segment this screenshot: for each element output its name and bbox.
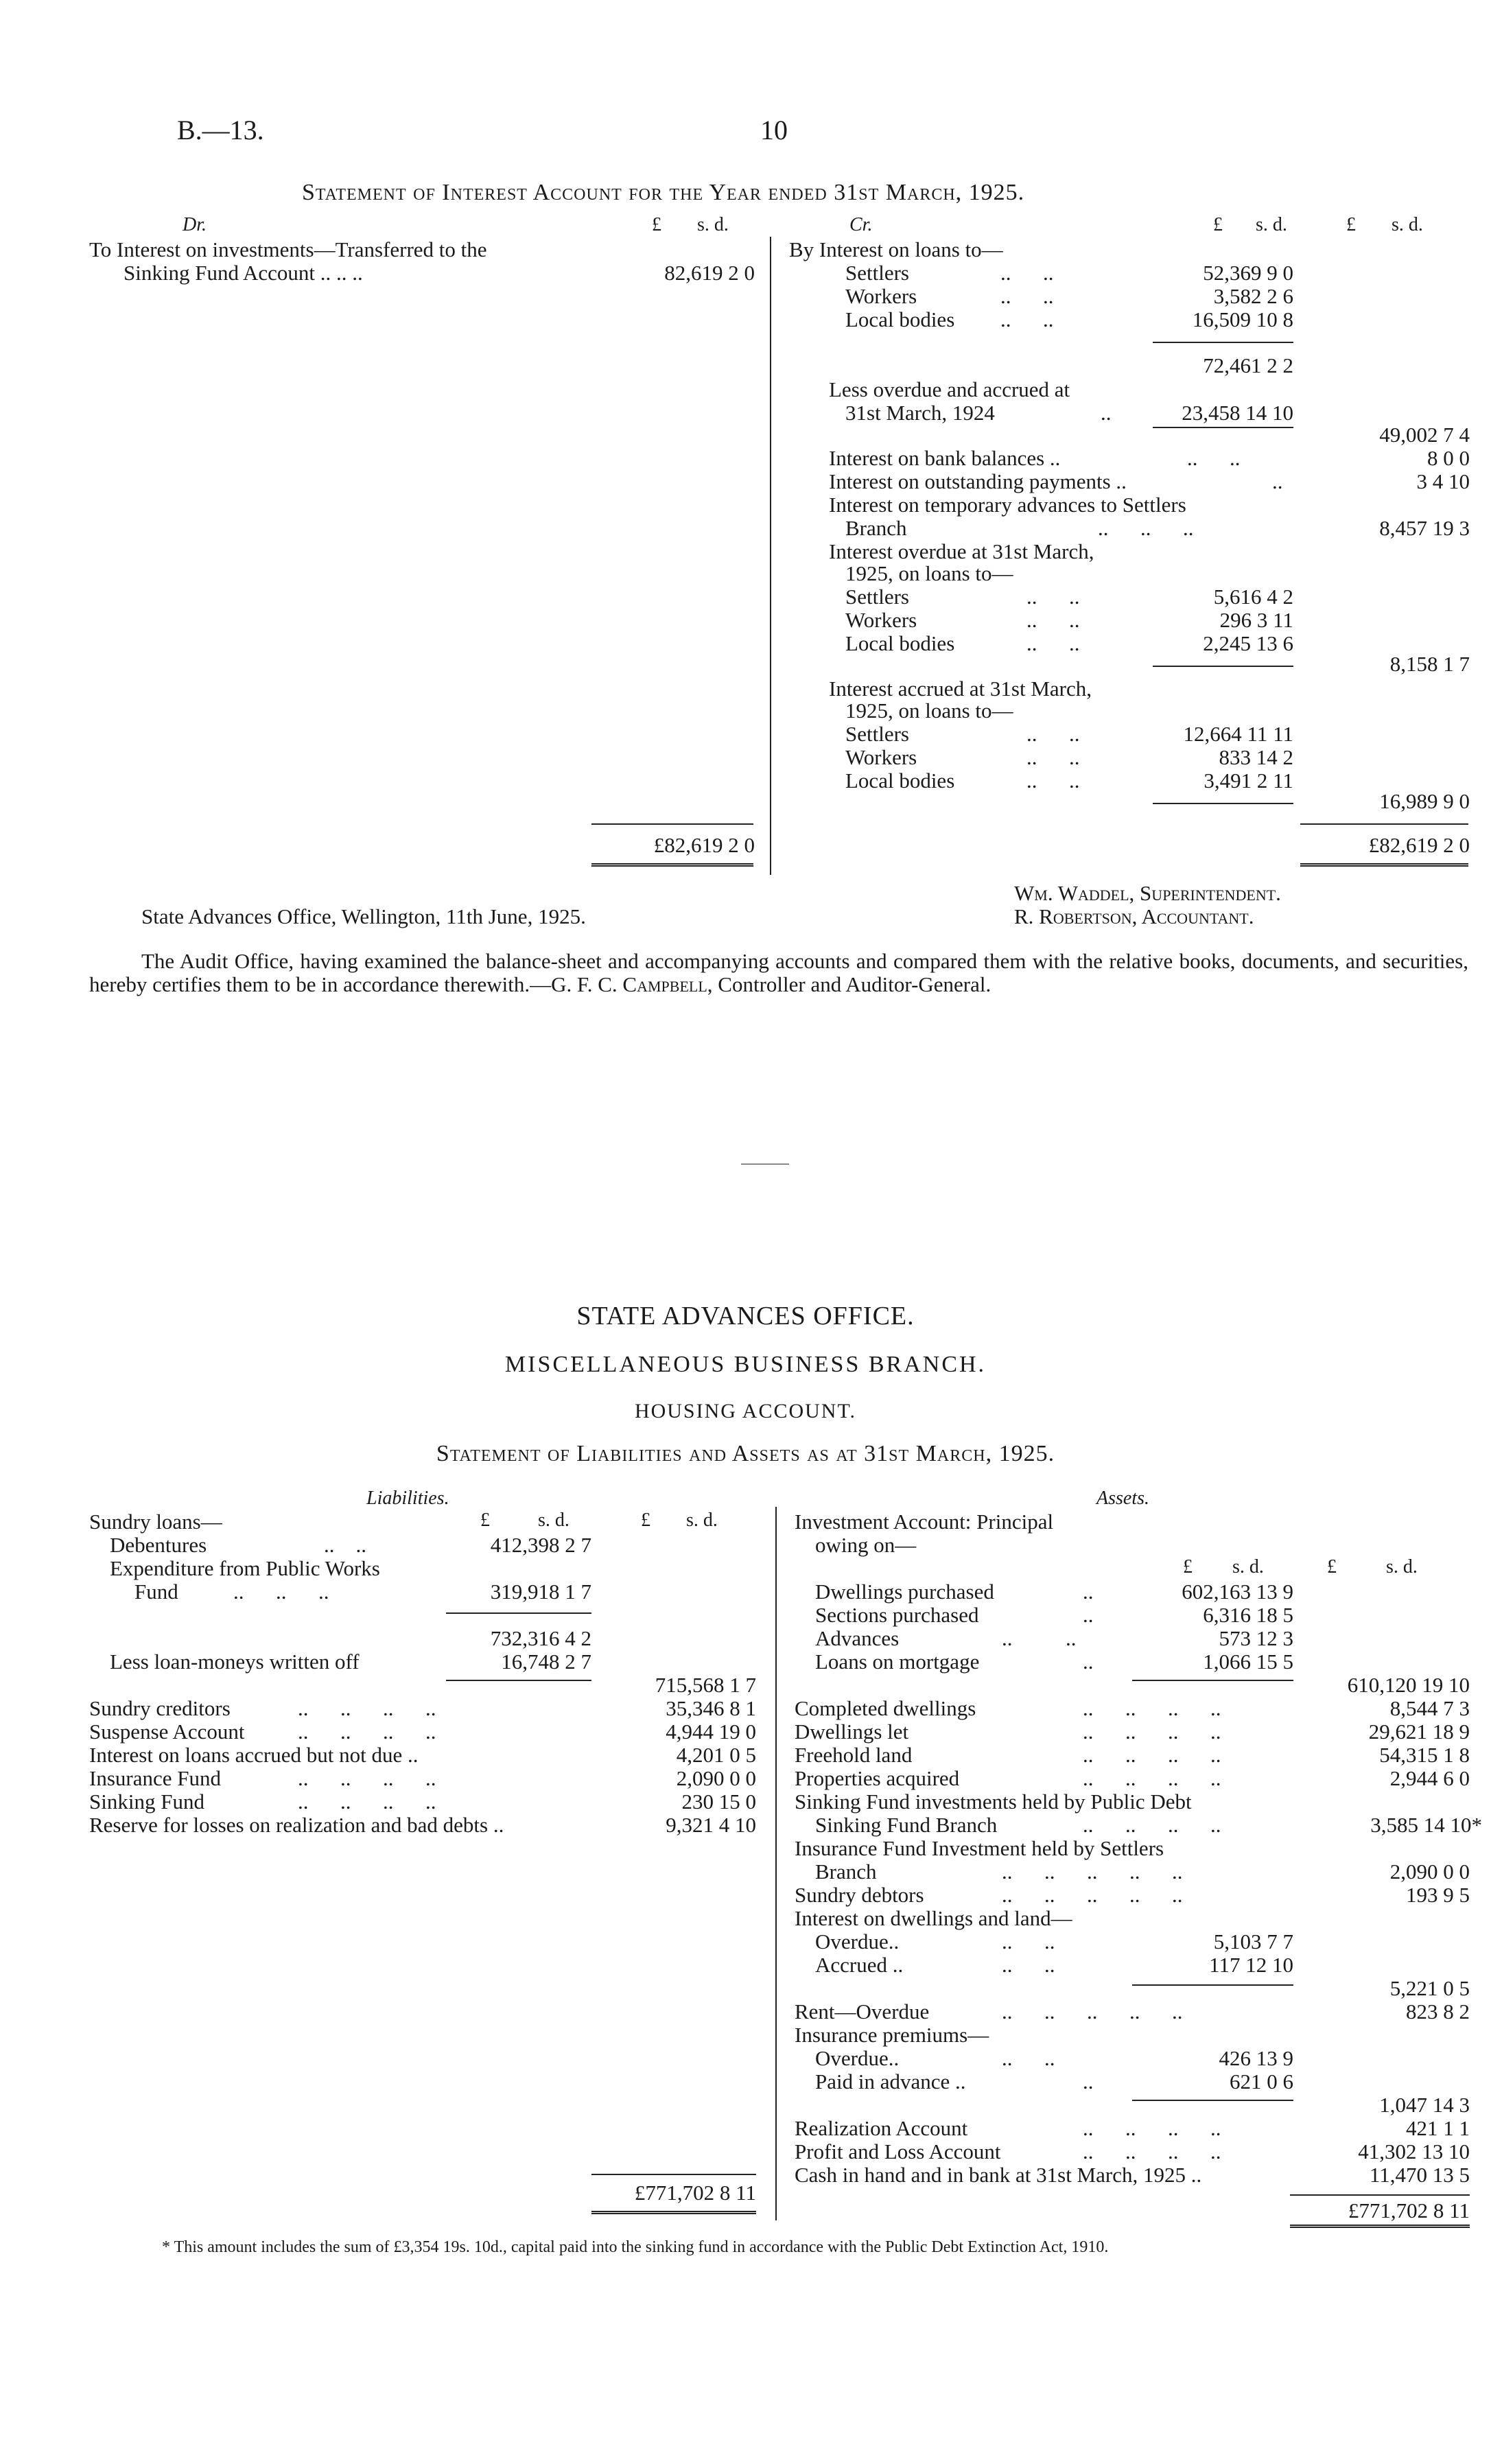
- sundry-debtors-label: Sundry debtors: [795, 1883, 924, 1907]
- written-off-amount: 16,748 2 7: [501, 1650, 591, 1674]
- loan-local-bodies-amount: 16,509 10 8: [1192, 307, 1293, 331]
- asset-sd-head-1: s. d.: [1232, 1556, 1264, 1577]
- leader-dots: .. .. .. .. ..: [1002, 1999, 1183, 2023]
- footnote: * This amount includes the sum of £3,354 19s. 10d., capital paid into the sinking fund in accordance with the Public Debt Extinction Act, 1910.: [162, 2238, 1109, 2256]
- accrued-settlers-label: Settlers: [845, 722, 909, 746]
- leader-dots: ..: [1083, 2069, 1094, 2093]
- asset-sd-head-2: s. d.: [1386, 1556, 1418, 1577]
- assets-total: £771,702 8 11: [1348, 2198, 1470, 2222]
- leader-dots: .. ..: [1002, 1626, 1077, 1650]
- subtotal-rule: [1153, 342, 1293, 343]
- temporary-line-2: Branch: [845, 516, 907, 540]
- loans-mortgage-amount: 1,066 15 5: [1203, 1650, 1293, 1674]
- leader-dots: .. ..: [1002, 1929, 1055, 1953]
- leader-dots: ..: [1101, 401, 1112, 425]
- insurance-investment-line-1: Insurance Fund Investment held by Settlers: [795, 1836, 1164, 1860]
- completed-dwellings-amount: 8,544 7 3: [1389, 1696, 1470, 1720]
- loan-settlers-label: Settlers: [845, 261, 909, 285]
- less-amount: 23,458 14 10: [1182, 401, 1293, 425]
- loan-settlers-amount: 52,369 9 0: [1203, 261, 1293, 285]
- written-off-label: Less loan-moneys written off: [110, 1650, 360, 1674]
- cr-label: Cr.: [849, 214, 873, 235]
- properties-acquired-label: Properties acquired: [795, 1766, 960, 1790]
- leader-dots: .. .. .. ..: [298, 1766, 436, 1790]
- leader-dots: .. .. .. ..: [1083, 1696, 1221, 1720]
- bank-amount: 8 0 0: [1427, 446, 1470, 470]
- asset-pound-head-1: £: [1183, 1556, 1193, 1577]
- dwellings-purchased-label: Dwellings purchased: [815, 1580, 994, 1604]
- leader-dots: .. .. .. ..: [1083, 2116, 1221, 2140]
- overdue-local-label: Local bodies: [845, 631, 955, 655]
- accrued-rule: [1153, 803, 1293, 804]
- suspense-account-label: Suspense Account: [89, 1720, 245, 1744]
- dwellings-let-amount: 29,621 18 9: [1368, 1720, 1470, 1744]
- sinking-line-2: Sinking Fund Branch: [815, 1813, 998, 1837]
- sinking-amount: 3,585 14 10*: [1370, 1813, 1482, 1837]
- leader-dots: .. .. .. ..: [298, 1720, 436, 1744]
- audit-signer-title: Controller and Auditor-General.: [718, 972, 991, 996]
- leader-dots: .. ..: [1000, 261, 1054, 285]
- credit-pound-head-2: £: [1346, 214, 1356, 235]
- premiums-overdue-amount: 426 13 9: [1219, 2046, 1293, 2070]
- dwellings-let-label: Dwellings let: [795, 1720, 909, 1744]
- interest-overdue-amount: 5,103 7 7: [1213, 1929, 1293, 1953]
- net-rule: [1153, 427, 1293, 428]
- insurance-premiums-heading: Insurance premiums—: [795, 2023, 989, 2047]
- liab-total-double-rule: [591, 2211, 756, 2214]
- premiums-total: 1,047 14 3: [1379, 2093, 1470, 2117]
- overdue-rule: [1153, 666, 1293, 667]
- overdue-total: 8,158 1 7: [1389, 652, 1470, 676]
- leader-dots: .. .. ..: [1098, 516, 1194, 540]
- leader-dots: .. ..: [1026, 585, 1080, 609]
- leader-dots: .. ..: [1002, 2046, 1055, 2070]
- premiums-rule: [1132, 2100, 1293, 2101]
- overdue-line-2: 1925, on loans to—: [845, 561, 1013, 585]
- interest-accrued-amount: 117 12 10: [1209, 1953, 1293, 1977]
- sundry-creditors-amount: 35,346 8 1: [666, 1696, 756, 1720]
- accrued-line-2: 1925, on loans to—: [845, 699, 1013, 723]
- leader-dots: ..: [1272, 469, 1283, 493]
- cash-amount: 11,470 13 5: [1369, 2163, 1470, 2187]
- signature-superintendent: Wm. Waddel, Superintendent.: [1014, 881, 1281, 905]
- credit-sd-head-2: s. d.: [1392, 214, 1423, 235]
- debit-total: £82,619 2 0: [653, 833, 755, 857]
- leader-dots: .. .. .. ..: [1083, 2139, 1221, 2163]
- office-date-line: State Advances Office, Wellington, 11th June, 1925.: [141, 904, 586, 928]
- premiums-advance-amount: 621 0 6: [1230, 2069, 1293, 2093]
- debentures-amount: 412,398 2 7: [490, 1533, 591, 1557]
- expenditure-amount: 319,918 1 7: [490, 1580, 591, 1604]
- interest-dwellings-heading: Interest on dwellings and land—: [795, 1906, 1072, 1930]
- office-title: STATE ADVANCES OFFICE.: [576, 1302, 915, 1330]
- document-ref: B.—13.: [177, 115, 264, 145]
- reserve-label: Reserve for losses on realization and bad debts ..: [89, 1813, 504, 1837]
- profit-loss-amount: 41,302 13 10: [1358, 2139, 1470, 2163]
- temporary-amount: 8,457 19 3: [1379, 516, 1470, 540]
- debentures-label: Debentures: [110, 1533, 207, 1557]
- loans-subtotal: 72,461 2 2: [1203, 353, 1293, 377]
- sundry-debtors-amount: 193 9 5: [1406, 1883, 1470, 1907]
- sinking-line-1: Sinking Fund investments held by Public Debt: [795, 1790, 1192, 1814]
- loan-workers-amount: 3,582 2 6: [1213, 284, 1293, 308]
- accrued-local-label: Local bodies: [845, 768, 955, 793]
- leader-dots: .. .. .. ..: [1083, 1720, 1221, 1744]
- assets-total-rule: [1290, 2194, 1470, 2196]
- premiums-overdue-label: Overdue..: [815, 2046, 900, 2070]
- overdue-workers-amount: 296 3 11: [1219, 608, 1293, 632]
- rent-overdue-label: Rent—Overdue: [795, 1999, 930, 2023]
- credit-sd-head: s. d.: [1256, 214, 1287, 235]
- liabilities-assets-title: Statement of Liabilities and Assets as at 31st March, 1925.: [436, 1441, 1055, 1466]
- principal-rule: [1132, 1680, 1293, 1681]
- realization-amount: 421 1 1: [1406, 2116, 1470, 2140]
- accrued-settlers-amount: 12,664 11 11: [1183, 722, 1293, 746]
- profit-loss-label: Profit and Loss Account: [795, 2139, 1001, 2163]
- sinking-fund-amount: 230 15 0: [681, 1790, 756, 1814]
- less-line-2: 31st March, 1924: [845, 401, 995, 425]
- outstanding-label: Interest on outstanding payments ..: [829, 469, 1127, 493]
- less-line-1: Less overdue and accrued at: [829, 377, 1070, 401]
- interest-statement-title: Statement of Interest Account for the Year ended 31st March, 1925.: [302, 180, 1025, 205]
- credit-total: £82,619 2 0: [1368, 833, 1470, 857]
- credit-by-line: By Interest on loans to—: [789, 237, 1003, 261]
- liabilities-total: £771,702 8 11: [634, 2181, 756, 2205]
- sundry-loans-heading: Sundry loans—: [89, 1510, 222, 1534]
- investment-line-1: Investment Account: Principal: [795, 1510, 1054, 1534]
- loan-local-bodies-label: Local bodies: [845, 307, 955, 331]
- sinking-fund-label: Sinking Fund: [89, 1790, 204, 1814]
- leader-dots: ..: [1083, 1603, 1094, 1627]
- overdue-workers-label: Workers: [845, 608, 917, 632]
- loans-subtotal-rule: [446, 1612, 591, 1614]
- properties-acquired-amount: 2,944 6 0: [1389, 1766, 1470, 1790]
- leader-dots: .. ..: [1026, 745, 1080, 769]
- leader-dots: .. ..: [1026, 768, 1080, 793]
- leader-dots: .. ..: [1000, 284, 1054, 308]
- leader-dots: .. ..: [1000, 307, 1054, 331]
- dr-label: Dr.: [183, 214, 207, 235]
- expenditure-line-2: Fund: [134, 1580, 178, 1604]
- accrued-workers-label: Workers: [845, 745, 917, 769]
- expenditure-line-1: Expenditure from Public Works: [110, 1556, 380, 1580]
- leader-dots: .. ..: [324, 1533, 366, 1557]
- overdue-settlers-label: Settlers: [845, 585, 909, 609]
- leader-dots: ..: [1083, 1580, 1094, 1604]
- loan-workers-label: Workers: [845, 284, 917, 308]
- reserve-amount: 9,321 4 10: [666, 1813, 756, 1837]
- liab-total-rule: [591, 2174, 756, 2175]
- leader-dots: .. .. .. ..: [1083, 1743, 1221, 1767]
- insurance-fund-amount: 2,090 0 0: [676, 1766, 756, 1790]
- liab-sd-head-2: s. d.: [686, 1510, 718, 1531]
- overdue-settlers-amount: 5,616 4 2: [1213, 585, 1293, 609]
- investment-line-2: owing on—: [815, 1533, 917, 1557]
- leader-dots: .. ..: [1026, 608, 1080, 632]
- sections-purchased-label: Sections purchased: [815, 1603, 979, 1627]
- housing-column-divider: [775, 1507, 777, 2220]
- completed-dwellings-label: Completed dwellings: [795, 1696, 976, 1720]
- suspense-account-amount: 4,944 19 0: [666, 1720, 756, 1744]
- freehold-land-amount: 54,315 1 8: [1379, 1743, 1470, 1767]
- insurance-investment-line-2: Branch: [815, 1859, 877, 1884]
- debit-total-rule: [591, 823, 753, 825]
- leader-dots: .. ..: [1026, 631, 1080, 655]
- cash-label: Cash in hand and in bank at 31st March, 1925 ..: [795, 2163, 1202, 2187]
- insurance-investment-amount: 2,090 0 0: [1389, 1859, 1470, 1884]
- sundry-creditors-label: Sundry creditors: [89, 1696, 231, 1720]
- leader-dots: .. .. .. ..: [298, 1696, 436, 1720]
- leader-dots: .. .. .. ..: [1083, 1766, 1221, 1790]
- liab-pound-head-2: £: [641, 1510, 650, 1531]
- leader-dots: .. .. ..: [233, 1580, 329, 1604]
- liab-pound-head-1: £: [480, 1510, 490, 1531]
- leader-dots: .. .. .. ..: [1083, 1813, 1221, 1837]
- debit-line-1: To Interest on investments—Transferred to the: [89, 237, 487, 261]
- liab-sd-head-1: s. d.: [538, 1510, 570, 1531]
- bank-label: Interest on bank balances ..: [829, 446, 1061, 470]
- interest-accrued-not-due-amount: 4,201 0 5: [676, 1743, 756, 1767]
- premiums-advance-label: Paid in advance ..: [815, 2069, 966, 2093]
- dwellings-purchased-amount: 602,163 13 9: [1182, 1580, 1293, 1604]
- temporary-line-1: Interest on temporary advances to Settlers: [829, 493, 1186, 517]
- branch-title: MISCELLANEOUS BUSINESS BRANCH.: [504, 1352, 987, 1377]
- debit-total-double-rule: [591, 863, 753, 867]
- leader-dots: .. .. .. ..: [298, 1790, 436, 1814]
- leader-dots: .. .. .. .. ..: [1002, 1859, 1183, 1884]
- leader-dots: .. .. .. .. ..: [1002, 1883, 1183, 1907]
- loans-mortgage-label: Loans on mortgage: [815, 1650, 980, 1674]
- outstanding-amount: 3 4 10: [1416, 469, 1470, 493]
- net-loans-rule: [446, 1680, 591, 1681]
- accrued-local-amount: 3,491 2 11: [1204, 768, 1293, 793]
- debit-line-2: Sinking Fund Account .. .. ..: [124, 261, 363, 285]
- interest-net: 49,002 7 4: [1379, 423, 1470, 447]
- rent-overdue-amount: 823 8 2: [1406, 1999, 1470, 2023]
- page-number: 10: [760, 115, 788, 145]
- interest-dwellings-rule: [1132, 1984, 1293, 1986]
- signature-accountant: R. Robertson, Accountant.: [1014, 904, 1254, 928]
- audit-certificate: [89, 950, 1468, 996]
- accrued-workers-amount: 833 14 2: [1219, 745, 1293, 769]
- interest-column-divider: [770, 237, 771, 875]
- audit-signer: G. F. C. Campbell,: [551, 972, 713, 996]
- audit-text: The Audit Office, having examined the balance-sheet and accompanying accounts and compared them with the relative books, documents, and securities, hereby certifies them to be in accordance therewith.—: [89, 949, 1468, 996]
- debit-amount: 82,619 2 0: [664, 261, 755, 285]
- liabilities-label: Liabilities.: [366, 1488, 449, 1509]
- debit-pound-head: £: [652, 214, 661, 235]
- accrued-total: 16,989 9 0: [1379, 789, 1470, 813]
- interest-dwellings-total: 5,221 0 5: [1389, 1976, 1470, 2000]
- net-loans-amount: 715,568 1 7: [655, 1673, 756, 1697]
- asset-pound-head-2: £: [1327, 1556, 1337, 1577]
- leader-dots: .. ..: [1187, 446, 1241, 470]
- advances-label: Advances: [815, 1626, 900, 1650]
- interest-overdue-label: Overdue..: [815, 1929, 900, 1953]
- interest-accrued-not-due-label: Interest on loans accrued but not due ..: [89, 1743, 419, 1767]
- sections-purchased-amount: 6,316 18 5: [1203, 1603, 1293, 1627]
- assets-label: Assets.: [1096, 1488, 1149, 1509]
- freehold-land-label: Freehold land: [795, 1743, 913, 1767]
- leader-dots: .. ..: [1002, 1953, 1055, 1977]
- leader-dots: .. ..: [1026, 722, 1080, 746]
- insurance-fund-label: Insurance Fund: [89, 1766, 221, 1790]
- loans-subtotal-amount: 732,316 4 2: [490, 1626, 591, 1650]
- credit-total-double-rule: [1300, 863, 1468, 867]
- realization-label: Realization Account: [795, 2116, 968, 2140]
- interest-accrued-label: Accrued ..: [815, 1953, 904, 1977]
- account-title: HOUSING ACCOUNT.: [634, 1400, 857, 1422]
- leader-dots: ..: [1083, 1650, 1094, 1674]
- assets-total-double-rule: [1290, 2225, 1470, 2228]
- principal-total: 610,120 19 10: [1347, 1673, 1470, 1697]
- credit-total-rule: [1300, 823, 1468, 825]
- overdue-line-1: Interest overdue at 31st March,: [829, 539, 1094, 563]
- advances-amount: 573 12 3: [1219, 1626, 1293, 1650]
- accrued-line-1: Interest accrued at 31st March,: [829, 677, 1092, 701]
- credit-pound-head: £: [1213, 214, 1223, 235]
- debit-sd-head: s. d.: [697, 214, 729, 235]
- overdue-local-amount: 2,245 13 6: [1203, 631, 1293, 655]
